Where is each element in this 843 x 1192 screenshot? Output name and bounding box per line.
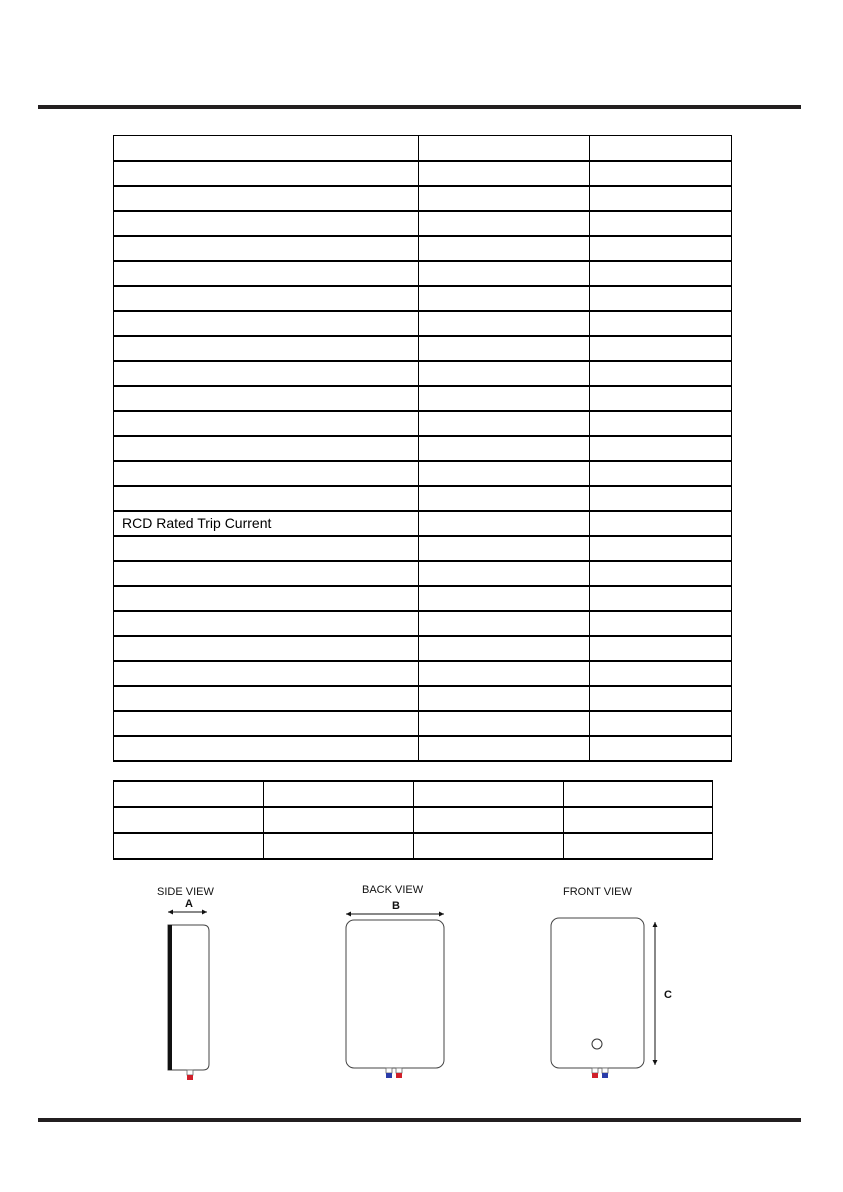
power-indicator-icon xyxy=(592,1039,602,1049)
side-view-drawing xyxy=(168,910,209,1081)
side-view-label: SIDE VIEW xyxy=(157,886,214,898)
spec-cell: RCD Rated Trip Current xyxy=(114,511,419,536)
dimension-c-label: C xyxy=(664,989,672,1001)
front-view-drawing xyxy=(551,918,658,1078)
back-view-drawing xyxy=(346,912,444,1079)
dimension-a-label: A xyxy=(185,898,193,910)
footer-rule xyxy=(38,1118,801,1122)
dimension-b-label: B xyxy=(392,900,400,912)
front-view-label: FRONT VIEW xyxy=(563,886,632,898)
back-view-label: BACK VIEW xyxy=(362,884,424,896)
